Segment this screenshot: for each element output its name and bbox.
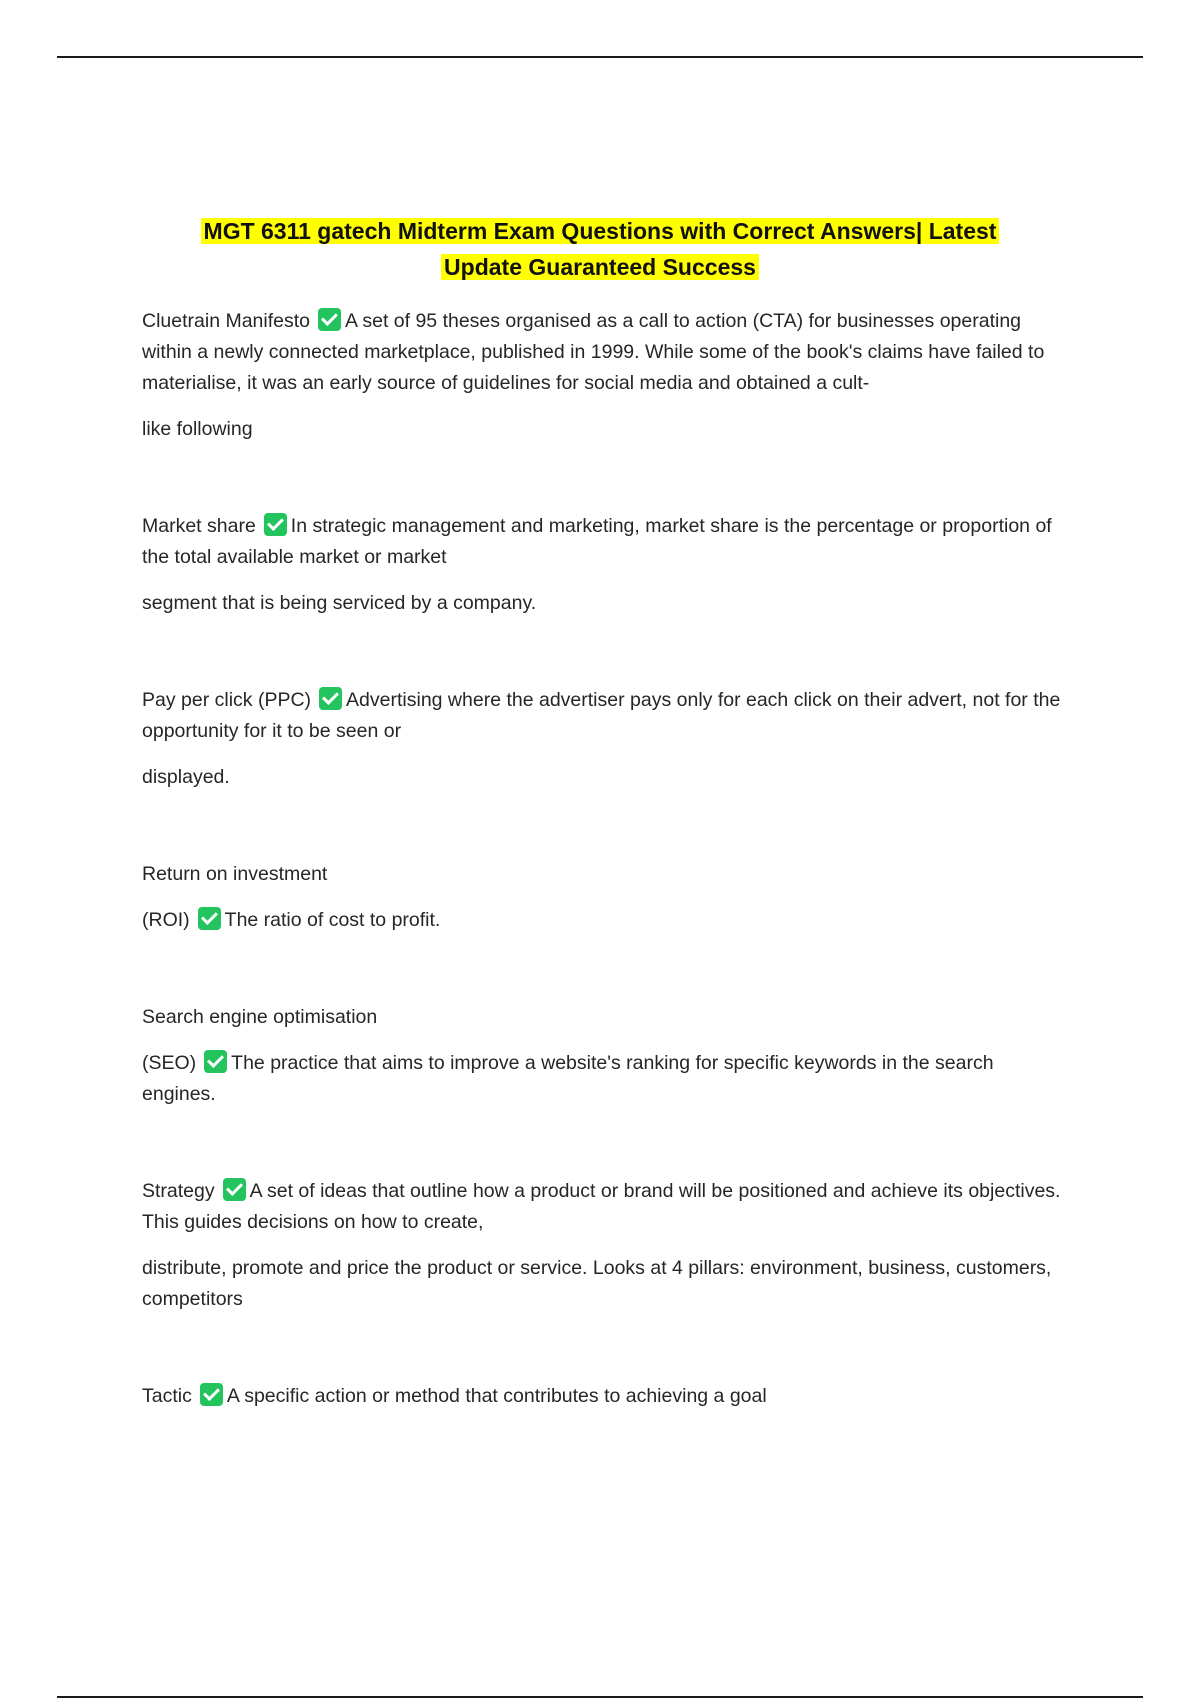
qa-answer: Advertising where the advertiser pays only for each click on their advert, not for the opportunity for it to be seen or — [142, 689, 1061, 742]
qa-term: Cluetrain Manifesto — [142, 310, 310, 332]
qa-continuation: displayed. — [142, 766, 230, 788]
qa-continuation: segment that is being serviced by a company. — [142, 592, 537, 614]
title-line-2: Update Guaranteed Success — [441, 254, 759, 280]
qa-term: Tactic — [142, 1385, 192, 1407]
qa-term-line: Return on investment — [142, 863, 328, 885]
qa-item-pay-per-click — [142, 685, 1072, 793]
checkmark-icon — [223, 1178, 246, 1201]
header-rule — [57, 56, 1143, 58]
qa-item-cluetrain-manifesto — [142, 306, 1072, 445]
qa-answer: A set of ideas that outline how a product or brand will be positioned and achieve its objectives. This guides decisions on how to create, — [142, 1180, 1061, 1233]
qa-term-line: Search engine optimisation — [142, 1006, 378, 1028]
qa-answer: The practice that aims to improve a website's ranking for specific keywords in the search engines. — [142, 1052, 994, 1105]
qa-entry — [142, 1048, 1072, 1110]
checkmark-icon — [204, 1050, 227, 1073]
footer-rule — [57, 1696, 1143, 1698]
title-line-1: MGT 6311 gatech Midterm Exam Questions with Correct Answers| Latest — [201, 218, 1000, 244]
qa-item-market-share — [142, 511, 1072, 619]
qa-answer: A specific action or method that contributes to achieving a goal — [226, 1385, 767, 1407]
checkmark-icon — [319, 687, 342, 710]
qa-item-strategy — [142, 1176, 1072, 1315]
qa-item-roi — [142, 859, 1072, 936]
qa-entry — [142, 685, 1072, 747]
qa-term: (ROI) — [142, 909, 190, 931]
checkmark-icon — [200, 1383, 223, 1406]
qa-answer: The ratio of cost to profit. — [224, 909, 441, 931]
qa-list — [142, 306, 1072, 1478]
qa-answer: In strategic management and marketing, market share is the percentage or proportion of the total available market or market — [142, 515, 1052, 568]
qa-entry — [142, 905, 1072, 936]
qa-item-seo — [142, 1002, 1072, 1110]
checkmark-icon — [264, 513, 287, 536]
qa-continuation: distribute, promote and price the product or service. Looks at 4 pillars: environment, business, customers, competitors — [142, 1257, 1052, 1310]
qa-term: (SEO) — [142, 1052, 197, 1074]
qa-continuation: like following — [142, 418, 253, 440]
qa-term: Pay per click (PPC) — [142, 689, 312, 711]
checkmark-icon — [198, 907, 221, 930]
checkmark-icon — [318, 308, 341, 331]
qa-answer: A set of 95 theses organised as a call to action (CTA) for businesses operating within a newly connected marketplace, published in 1999. While some of the book's claims have failed to materialise, it was an early source of guidelines for social media and obtained a cult- — [142, 310, 1045, 394]
qa-term: Market share — [142, 515, 256, 537]
document-title — [150, 213, 1050, 285]
qa-entry — [142, 1176, 1072, 1238]
qa-entry — [142, 306, 1072, 399]
qa-entry — [142, 511, 1072, 573]
qa-entry — [142, 1381, 1072, 1412]
qa-term: Strategy — [142, 1180, 215, 1202]
qa-item-tactic — [142, 1381, 1072, 1412]
